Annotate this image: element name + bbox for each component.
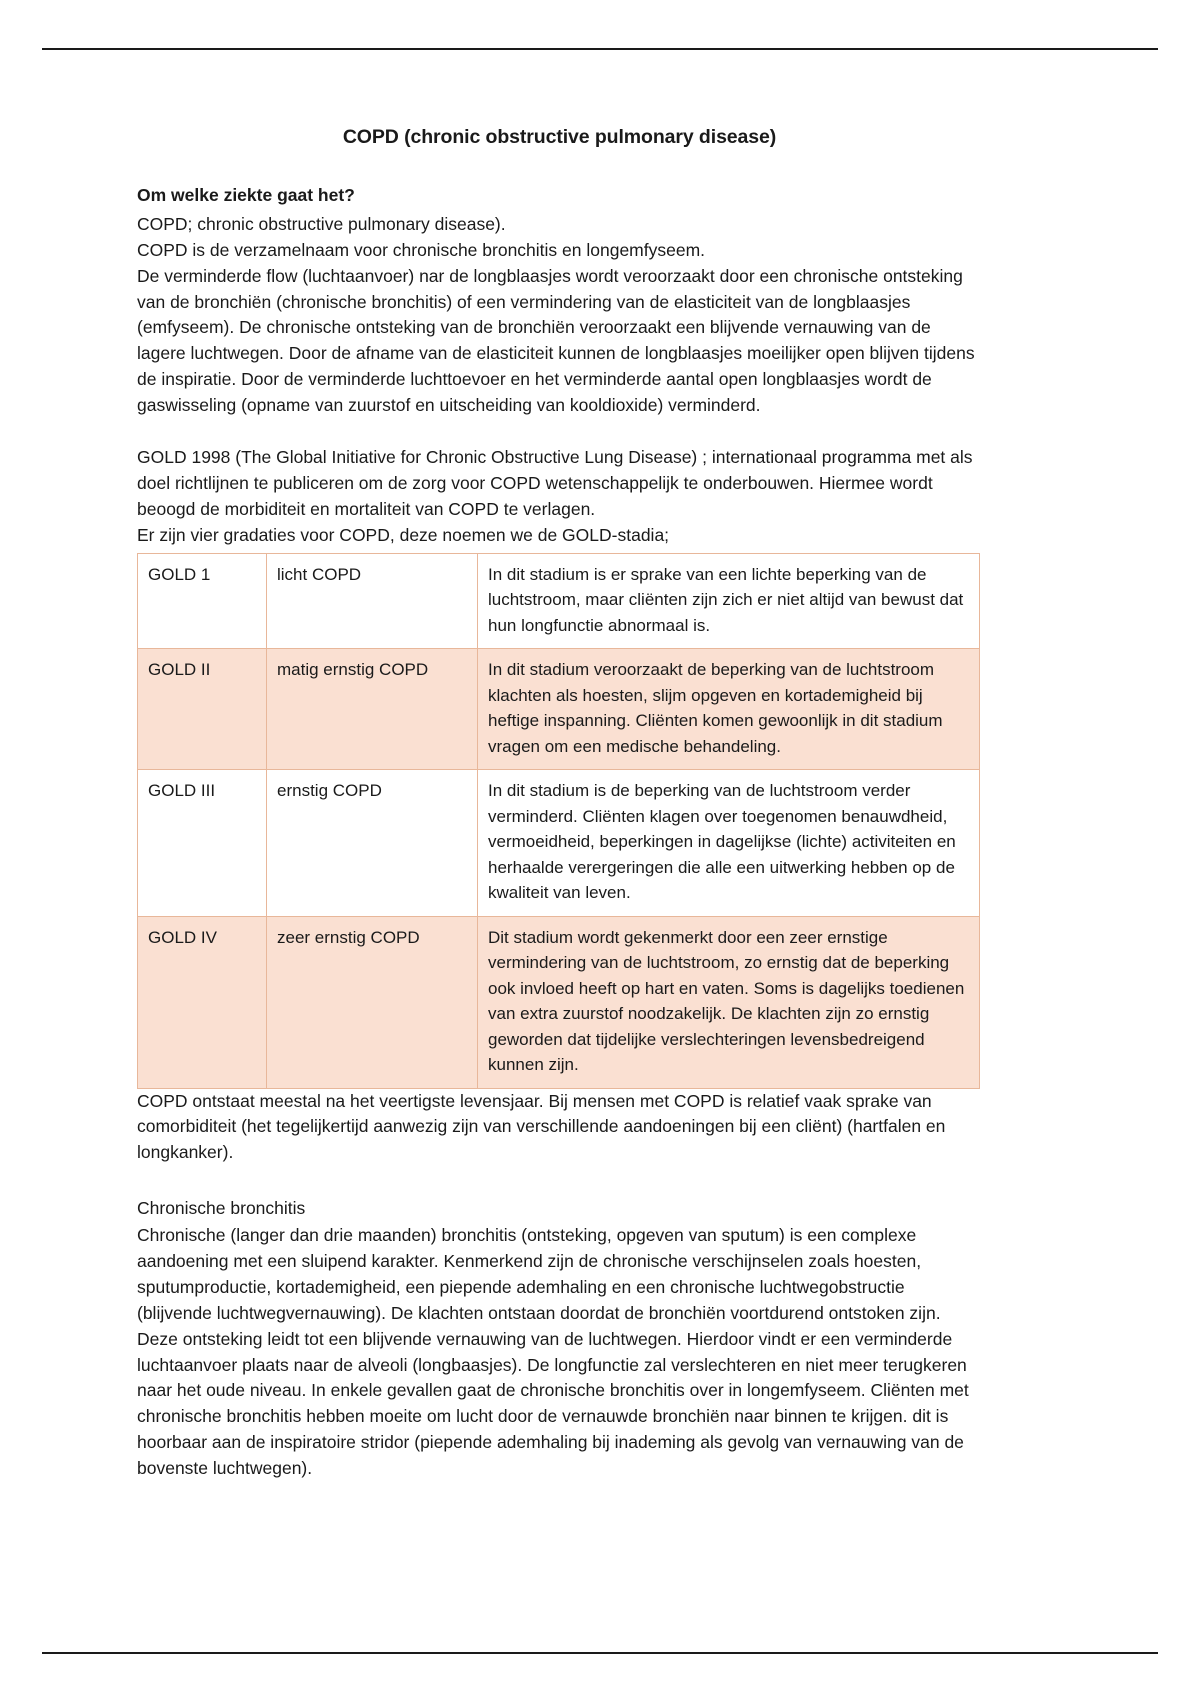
- gold-paragraph: GOLD 1998 (The Global Initiative for Chronic Obstructive Lung Disease) ; internationaal programma met als doel richtlijnen te publiceren om de zorg voor COPD wetenschappelijk te onderbouwen. Hiermee wordt beoogd de morbiditeit en mortaliteit van COPD te verlagen.: [137, 447, 973, 519]
- intro-paragraph: De verminderde flow (luchtaanvoer) nar de longblaasjes wordt veroorzaakt door een chronische ontsteking van de bronchiën (chronische bronchitis) of een vermindering van de elasticiteit van de longblaasjes (emfyseem). De chronische ontsteking van de bronchiën veroorzaakt een blijvende vernauwing van de lagere luchtwegen. Door de afname van de elasticiteit kunnen de longblaasjes moeilijker open blijven tijdens de inspiratie. Door de verminderde luchttoevoer en het verminderde aantal open longblaasjes wordt de gaswisseling (opname van zuurstof en uitscheiding van kooldioxide) verminderd.: [137, 265, 975, 416]
- gold-intro-line: Er zijn vier gradaties voor COPD, deze noemen we de GOLD-stadia;: [137, 524, 670, 545]
- gold-name-cell: licht COPD: [267, 553, 478, 649]
- header-rule: [42, 48, 1158, 50]
- footer-rule: [42, 1652, 1158, 1654]
- page-title: COPD (chronic obstructive pulmonary disease): [342, 126, 777, 148]
- table-row: [138, 770, 980, 917]
- gold-stage-cell: GOLD II: [138, 649, 267, 770]
- gold-stage-cell: GOLD 1: [138, 553, 267, 649]
- gold-stage-cell: GOLD III: [138, 770, 267, 917]
- intro-line-1: COPD; chronic obstructive pulmonary disease).: [137, 213, 506, 234]
- gold-name-cell: zeer ernstig COPD: [267, 916, 478, 1088]
- gold-description-cell: Dit stadium wordt gekenmerkt door een zeer ernstige vermindering van de luchtstroom, zo ernstig dat de beperking ook invloed heeft op hart en vaten. Soms is dagelijks toedienen van extra zuurstof noodzakelijk. De klachten zijn zo ernstig geworden dat tijdelijke verslechteringen levensbedreigend kunnen zijn.: [478, 916, 980, 1088]
- table-row: [138, 649, 980, 770]
- gold-description-cell: In dit stadium veroorzaakt de beperking van de luchtstroom klachten als hoesten, slijm opgeven en kortademigheid bij heftige inspanning. Cliënten komen gewoonlijk in dit stadium vragen om een medische behandeling.: [478, 649, 980, 770]
- bronchitis-heading: Chronische bronchitis: [137, 1198, 306, 1219]
- bronchitis-paragraph: Chronische (langer dan drie maanden) bronchitis (ontsteking, opgeven van sputum) is een complexe aandoening met een sluipend karakter. Kenmerkend zijn de chronische verschijnselen zoals hoesten, sputumproductie, kortademigheid, een piepende ademhaling en een chronische luchtwegobstructie (blijvende luchtwegvernauwing). De klachten ontstaan doordat de bronchiën voortdurend ontstoken zijn. Deze ontsteking leidt tot een blijvende vernauwing van de luchtwegen. Hierdoor vindt er een verminderde luchtaanvoer plaats naar de alveoli (longbaasjes). De longfunctie zal verslechteren en niet meer terugkeren naar het oude niveau. In enkele gevallen gaat de chronische bronchitis over in longemfyseem. Cliënten met chronische bronchitis hebben moeite om lucht door de vernauwde bronchiën naar binnen te krijgen. dit is hoorbaar aan de inspiratoire stridor (piepende ademhaling bij inademing als gevolg van vernauwing van de bovenste luchtwegen).: [137, 1225, 969, 1479]
- gold-description-cell: In dit stadium is de beperking van de luchtstroom verder verminderd. Cliënten klagen over toegenomen benauwdheid, vermoeidheid, beperkingen in dagelijkse (lichte) activiteiten en herhaalde verergeringen die alle een uitwerking hebben op de kwaliteit van leven.: [478, 770, 980, 917]
- table-row: [138, 916, 980, 1088]
- gold-name-cell: matig ernstig COPD: [267, 649, 478, 770]
- intro-heading: Om welke ziekte gaat het?: [137, 185, 355, 205]
- gold-description-cell: In dit stadium is er sprake van een lichte beperking van de luchtstroom, maar cliënten zijn zich er niet altijd van bewust dat hun longfunctie abnormaal is.: [478, 553, 980, 649]
- gold-name-cell: ernstig COPD: [267, 770, 478, 917]
- spacer: [137, 419, 982, 445]
- document-body: [137, 126, 982, 1482]
- table-row: [138, 553, 980, 649]
- spacer: [137, 1166, 982, 1196]
- after-table-paragraph: COPD ontstaat meestal na het veertigste levensjaar. Bij mensen met COPD is relatief vaak sprake van comorbiditeit (het tegelijkertijd aanwezig zijn van verschillende aandoeningen bij een cliënt) (hartfalen en longkanker).: [137, 1090, 946, 1163]
- intro-line-2: COPD is de verzamelnaam voor chronische bronchitis en longemfyseem.: [137, 239, 706, 260]
- gold-stage-cell: GOLD IV: [138, 916, 267, 1088]
- gold-stages-table: [137, 553, 980, 1089]
